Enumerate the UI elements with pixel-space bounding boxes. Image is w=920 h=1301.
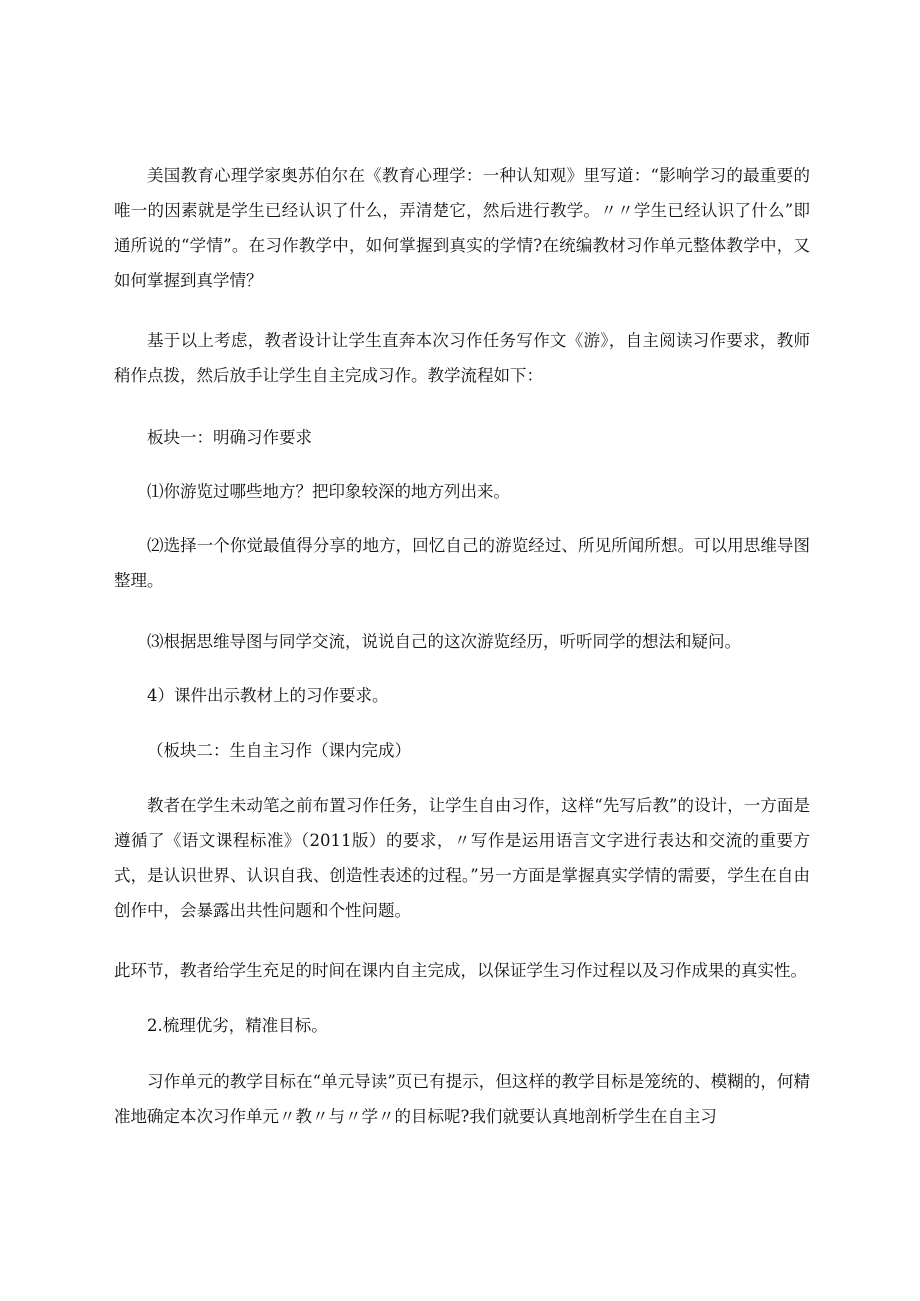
list-item-4: 4）课件出示教材上的习作要求。 (147, 686, 389, 705)
paragraph-unit-goals: 习作单元的教学目标在“单元导读”页已有提示，但这样的教学目标是笼统的、模糊的，何精准地确定本次习作单元〃教〃与〃学〃的目标呢?我们就要认真地剖析学生在自主习 (114, 1072, 810, 1126)
list-item-2: ⑵选择一个你觉最值得分享的地方，回忆自己的游览经过、所见所闻所想。可以用思维导图整理。 (114, 536, 810, 590)
section-heading-block-two: （板块二：生自主习作（课内完成） (147, 741, 411, 760)
paragraph-class-time: 此环节，教者给学生充足的时间在课内自主完成，以保证学生习作过程以及习作成果的真实性。 (114, 961, 807, 980)
paragraph-write-first: 教者在学生未动笔之前布置习作任务，让学生自由习作，这样“先写后教”的设计，一方面是遵循了《语文课程标准》（2011版）的要求，〃写作是运用语言文字进行表达和交流的重要方式，是认识世界、认识自我、创造性表述的过程。”另一方面是掌握真实学情的需要，学生在自由创作中，会暴露出共性问题和个性问题。 (114, 796, 810, 920)
paragraph-intro-quote: 美国教育心理学家奥苏伯尔在《教育心理学：一种认知观》里写道：“影响学习的最重要的唯一的因素就是学生已经认识了什么，弄清楚它，然后进行教学。〃〃学生已经认识了什么”即通所说的“学情”。在习作教学中，如何掌握到真实的学情?在统编教材习作单元整体教学中，又如何掌握到真学情？ (114, 166, 810, 290)
list-item-1: ⑴你游览过哪些地方？把印象较深的地方列出来。 (147, 482, 510, 501)
section-heading-goals: 2.梳理优劣，精准目标。 (147, 1016, 328, 1035)
section-heading-block-one: 板块一：明确习作要求 (147, 428, 312, 447)
list-item-3: ⑶根据思维导图与同学交流，说说自己的这次游览经历，听听同学的想法和疑问。 (147, 632, 741, 651)
paragraph-design-approach: 基于以上考虑，教者设计让学生直奔本次习作任务写作文《游》，自主阅读习作要求，教师稍作点拨，然后放手让学生自主完成习作。教学流程如下： (114, 331, 810, 385)
